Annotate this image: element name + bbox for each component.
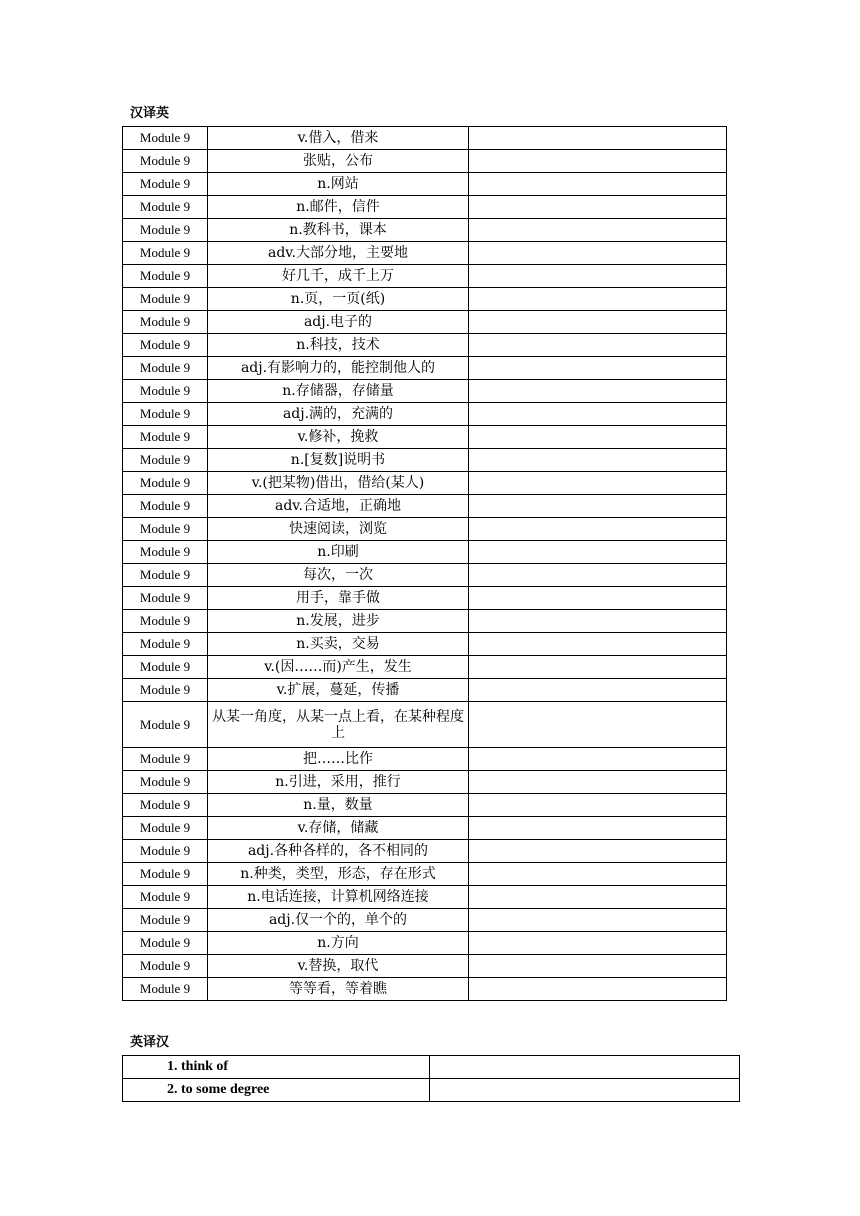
module-cell: Module 9 (123, 932, 208, 955)
answer-blank-cell[interactable] (430, 1056, 740, 1079)
chinese-meaning-cell: 把……比作 (208, 748, 469, 771)
english-phrase-cell: 1. think of (123, 1056, 430, 1079)
module-cell: Module 9 (123, 771, 208, 794)
module-cell: Module 9 (123, 817, 208, 840)
chinese-meaning-cell: n.页，一页(纸) (208, 288, 469, 311)
chinese-meaning-cell: 快速阅读，浏览 (208, 518, 469, 541)
module-cell: Module 9 (123, 633, 208, 656)
module-cell: Module 9 (123, 380, 208, 403)
module-cell: Module 9 (123, 449, 208, 472)
table-row (123, 932, 727, 955)
module-cell: Module 9 (123, 357, 208, 380)
table-row (123, 449, 727, 472)
chinese-meaning-cell: n.量，数量 (208, 794, 469, 817)
module-cell: Module 9 (123, 495, 208, 518)
module-cell: Module 9 (123, 679, 208, 702)
chinese-meaning-cell: n.方向 (208, 932, 469, 955)
table-row (123, 265, 727, 288)
chinese-meaning-cell: n.电话连接，计算机网络连接 (208, 886, 469, 909)
table-row (123, 587, 727, 610)
table-row (123, 196, 727, 219)
answer-blank-cell[interactable] (469, 127, 727, 150)
chinese-meaning-cell: 用手，靠手做 (208, 587, 469, 610)
answer-blank-cell[interactable] (469, 771, 727, 794)
table-row (123, 955, 727, 978)
module-cell: Module 9 (123, 219, 208, 242)
table-row (123, 150, 727, 173)
answer-blank-cell[interactable] (469, 702, 727, 748)
answer-blank-cell[interactable] (469, 541, 727, 564)
chinese-meaning-cell: 张贴，公布 (208, 150, 469, 173)
answer-blank-cell[interactable] (469, 587, 727, 610)
table-row (123, 518, 727, 541)
answer-blank-cell[interactable] (469, 633, 727, 656)
table-row (123, 794, 727, 817)
vocab-table-zh-en (122, 126, 727, 1001)
table-row (123, 127, 727, 150)
module-cell: Module 9 (123, 472, 208, 495)
table-row (123, 863, 727, 886)
answer-blank-cell[interactable] (469, 610, 727, 633)
answer-blank-cell[interactable] (469, 472, 727, 495)
module-cell: Module 9 (123, 150, 208, 173)
chinese-meaning-cell: n.引进，采用，推行 (208, 771, 469, 794)
chinese-meaning-cell: adv.合适地，正确地 (208, 495, 469, 518)
module-cell: Module 9 (123, 978, 208, 1001)
table-row (123, 242, 727, 265)
answer-blank-cell[interactable] (469, 334, 727, 357)
answer-blank-cell[interactable] (469, 403, 727, 426)
table-row (123, 472, 727, 495)
chinese-meaning-cell: 好几千，成千上万 (208, 265, 469, 288)
table-row (123, 679, 727, 702)
chinese-meaning-cell: v.(把某物)借出，借给(某人) (208, 472, 469, 495)
chinese-meaning-cell: 从某一角度，从某一点上看，在某种程度上 (208, 702, 469, 748)
table-row (123, 288, 727, 311)
english-phrase-cell: 2. to some degree (123, 1079, 430, 1102)
section-title-zh-en: 汉译英 (130, 106, 170, 121)
chinese-meaning-cell: v.(因……而)产生，发生 (208, 656, 469, 679)
module-cell: Module 9 (123, 794, 208, 817)
answer-blank-cell[interactable] (469, 679, 727, 702)
table-row (123, 495, 727, 518)
table-row (123, 978, 727, 1001)
answer-blank-cell[interactable] (469, 886, 727, 909)
answer-blank-cell[interactable] (469, 794, 727, 817)
module-cell: Module 9 (123, 265, 208, 288)
answer-blank-cell[interactable] (469, 219, 727, 242)
table-row (123, 219, 727, 242)
module-cell: Module 9 (123, 127, 208, 150)
table-row (123, 610, 727, 633)
answer-blank-cell[interactable] (469, 748, 727, 771)
table-row (123, 817, 727, 840)
table-row (123, 886, 727, 909)
chinese-meaning-cell: n.发展，进步 (208, 610, 469, 633)
chinese-meaning-cell: n.种类，类型，形态，存在形式 (208, 863, 469, 886)
chinese-meaning-cell: n.[复数]说明书 (208, 449, 469, 472)
table-row (123, 426, 727, 449)
chinese-meaning-cell: n.买卖，交易 (208, 633, 469, 656)
table-row (123, 1056, 740, 1079)
answer-blank-cell[interactable] (469, 426, 727, 449)
answer-blank-cell[interactable] (469, 449, 727, 472)
module-cell: Module 9 (123, 909, 208, 932)
answer-blank-cell[interactable] (469, 564, 727, 587)
answer-blank-cell[interactable] (469, 955, 727, 978)
answer-blank-cell[interactable] (469, 978, 727, 1001)
chinese-meaning-cell: v.替换，取代 (208, 955, 469, 978)
answer-blank-cell[interactable] (430, 1079, 740, 1102)
chinese-meaning-cell: adj.各种各样的，各不相同的 (208, 840, 469, 863)
table-row (123, 909, 727, 932)
answer-blank-cell[interactable] (469, 357, 727, 380)
module-cell: Module 9 (123, 288, 208, 311)
chinese-meaning-cell: adj.有影响力的，能控制他人的 (208, 357, 469, 380)
module-cell: Module 9 (123, 403, 208, 426)
table-row (123, 173, 727, 196)
table-row (123, 403, 727, 426)
module-cell: Module 9 (123, 886, 208, 909)
answer-blank-cell[interactable] (469, 909, 727, 932)
module-cell: Module 9 (123, 610, 208, 633)
chinese-meaning-cell: v.修补，挽救 (208, 426, 469, 449)
module-cell: Module 9 (123, 518, 208, 541)
table-row (123, 633, 727, 656)
chinese-meaning-cell: n.教科书，课本 (208, 219, 469, 242)
module-cell: Module 9 (123, 334, 208, 357)
chinese-meaning-cell: 每次，一次 (208, 564, 469, 587)
table-row (123, 702, 727, 748)
chinese-meaning-cell: n.科技，技术 (208, 334, 469, 357)
answer-blank-cell[interactable] (469, 242, 727, 265)
vocab-table-en-zh (122, 1055, 740, 1102)
answer-blank-cell[interactable] (469, 380, 727, 403)
module-cell: Module 9 (123, 863, 208, 886)
module-cell: Module 9 (123, 426, 208, 449)
answer-blank-cell[interactable] (469, 840, 727, 863)
module-cell: Module 9 (123, 702, 208, 748)
module-cell: Module 9 (123, 955, 208, 978)
section-title-en-zh: 英译汉 (130, 1035, 170, 1050)
table-row (123, 311, 727, 334)
table-row (123, 840, 727, 863)
table-row (123, 334, 727, 357)
module-cell: Module 9 (123, 196, 208, 219)
answer-blank-cell[interactable] (469, 311, 727, 334)
answer-blank-cell[interactable] (469, 288, 727, 311)
table-row (123, 771, 727, 794)
chinese-meaning-cell: n.存储器，存储量 (208, 380, 469, 403)
module-cell: Module 9 (123, 173, 208, 196)
answer-blank-cell[interactable] (469, 150, 727, 173)
chinese-meaning-cell: adj.电子的 (208, 311, 469, 334)
chinese-meaning-cell: n.印刷 (208, 541, 469, 564)
answer-blank-cell[interactable] (469, 265, 727, 288)
table-row (123, 357, 727, 380)
module-cell: Module 9 (123, 748, 208, 771)
chinese-meaning-cell: v.扩展，蔓延，传播 (208, 679, 469, 702)
table-row (123, 564, 727, 587)
table-row (123, 380, 727, 403)
chinese-meaning-cell: v.存储，储藏 (208, 817, 469, 840)
module-cell: Module 9 (123, 587, 208, 610)
chinese-meaning-cell: adj.满的，充满的 (208, 403, 469, 426)
chinese-meaning-cell: n.网站 (208, 173, 469, 196)
answer-blank-cell[interactable] (469, 173, 727, 196)
module-cell: Module 9 (123, 311, 208, 334)
module-cell: Module 9 (123, 840, 208, 863)
chinese-meaning-cell: adv.大部分地，主要地 (208, 242, 469, 265)
chinese-meaning-cell: v.借入，借来 (208, 127, 469, 150)
module-cell: Module 9 (123, 656, 208, 679)
table-row (123, 541, 727, 564)
answer-blank-cell[interactable] (469, 863, 727, 886)
module-cell: Module 9 (123, 564, 208, 587)
answer-blank-cell[interactable] (469, 656, 727, 679)
answer-blank-cell[interactable] (469, 196, 727, 219)
chinese-meaning-cell: 等等看，等着瞧 (208, 978, 469, 1001)
table-row (123, 1079, 740, 1102)
module-cell: Module 9 (123, 242, 208, 265)
table-row (123, 748, 727, 771)
answer-blank-cell[interactable] (469, 817, 727, 840)
table-row (123, 656, 727, 679)
answer-blank-cell[interactable] (469, 495, 727, 518)
answer-blank-cell[interactable] (469, 518, 727, 541)
module-cell: Module 9 (123, 541, 208, 564)
answer-blank-cell[interactable] (469, 932, 727, 955)
chinese-meaning-cell: adj.仅一个的，单个的 (208, 909, 469, 932)
chinese-meaning-cell: n.邮件，信件 (208, 196, 469, 219)
